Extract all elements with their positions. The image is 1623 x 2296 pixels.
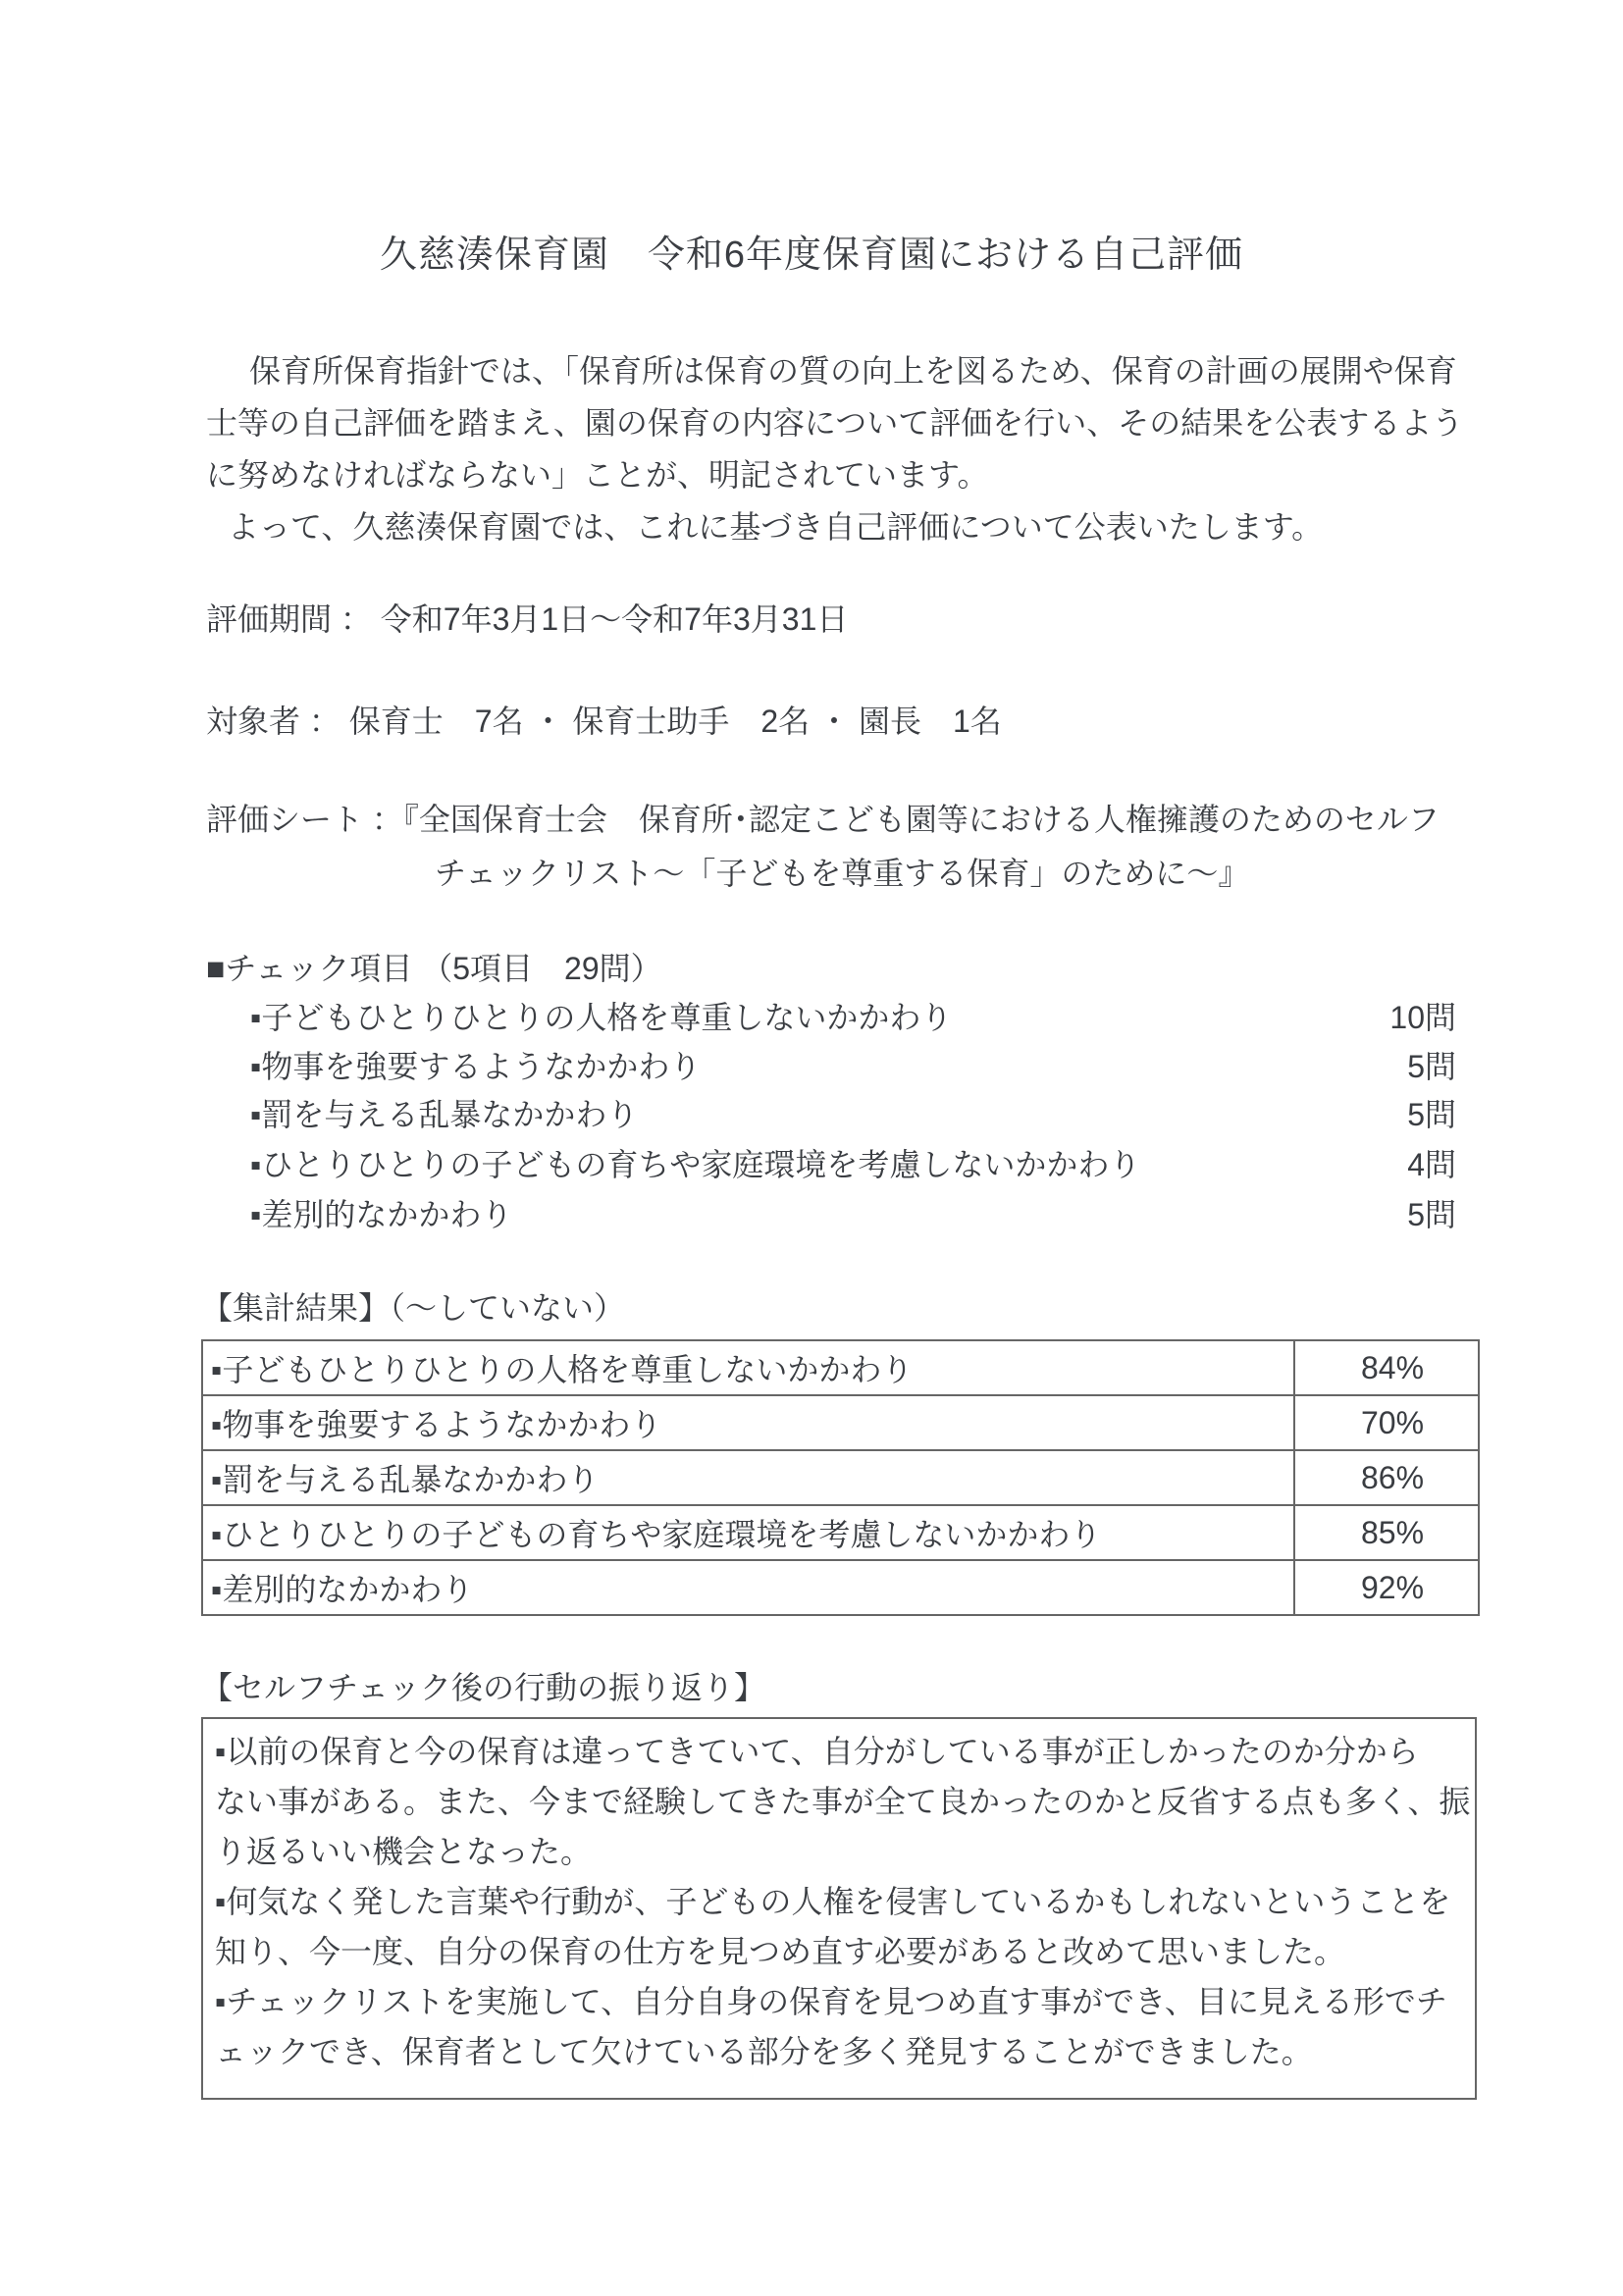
reflection-line: ない事がある。また、今まで経験してきた事が全て良かったのかと反省する点も多く、振 [215, 1784, 1471, 1819]
result-label: ▪子どもひとりひとりの人格を尊重しないかかわり [202, 1340, 1294, 1395]
reflection-line: ▪チェックリストを実施して、自分自身の保育を見つめ直す事ができ、目に見える形でチ [215, 1984, 1447, 2019]
intro-line: に努めなければならない」ことが、明記されています。 [206, 457, 989, 493]
reflection-line: り返るいい機会となった。 [215, 1834, 593, 1869]
result-label: ▪ひとりひとりの子どもの育ちや家庭環境を考慮しないかかわり [202, 1505, 1294, 1560]
check-item-count: 5問 [1407, 1097, 1456, 1132]
table-row [202, 1395, 1479, 1450]
intro-line: よって、久慈湊保育園では、これに基づき自己評価について公表いたします。 [228, 509, 1324, 545]
result-value: 86% [1294, 1450, 1479, 1505]
results-heading: 【集計結果】（～していない） [201, 1290, 626, 1326]
check-item-label: ▪ひとりひとりの子どもの育ちや家庭環境を考慮しないかかわり [250, 1147, 1141, 1182]
table-row [202, 1505, 1479, 1560]
result-value: 92% [1294, 1560, 1479, 1615]
check-item-count: 4問 [1407, 1147, 1456, 1182]
table-row [202, 1340, 1479, 1395]
table-row [202, 1450, 1479, 1505]
reflection-line: 知り、今一度、自分の保育の仕方を見つめ直す必要があると改めて思いました。 [215, 1934, 1346, 1969]
check-item-label: ▪差別的なかかわり [250, 1197, 513, 1232]
reflection-line: ▪以前の保育と今の保育は違ってきていて、自分がしている事が正しかったのか分から [215, 1734, 1419, 1769]
table-row [202, 1560, 1479, 1615]
document-title: 久慈湊保育園 令和6年度保育園における自己評価 [379, 235, 1244, 276]
intro-paragraph [206, 345, 1463, 553]
check-item-count: 5問 [1407, 1049, 1456, 1084]
check-item-label: ▪物事を強要するようなかかわり [250, 1049, 702, 1084]
reflection-line: ▪何気なく発した言葉や行動が、子どもの人権を侵害しているかもしれないということを [215, 1884, 1451, 1919]
reflection-box [201, 1717, 1477, 2100]
check-items-heading: ■チェック項目 （5項目 29問） [206, 951, 662, 986]
reflection-line: ェックでき、保育者として欠けている部分を多く発見することができました。 [215, 2034, 1313, 2069]
check-item-label: ▪子どもひとりひとりの人格を尊重しないかかわり [250, 1000, 953, 1035]
result-label: ▪物事を強要するようなかかわり [202, 1395, 1294, 1450]
check-item-count: 5問 [1407, 1197, 1456, 1232]
intro-line: 士等の自己評価を踏まえ、園の保育の内容について評価を行い、その結果を公表するよう [206, 405, 1464, 441]
check-item-label: ▪罰を与える乱暴なかかわり [250, 1097, 639, 1132]
intro-line: 保育所保育指針では、「保育所は保育の質の向上を図るため、保育の計画の展開や保育 [249, 353, 1457, 389]
evaluation-sheet-line1: 評価シート ：『全国保育士会 保育所･認定こども園等における人権擁護のためのセルフ [206, 802, 1440, 837]
evaluation-period: 評価期間 ： 令和7年3月1日～令和7年3月31日 [206, 601, 849, 637]
results-table [201, 1339, 1480, 1616]
check-item-count: 10問 [1389, 1000, 1456, 1035]
result-label: ▪罰を与える乱暴なかかわり [202, 1450, 1294, 1505]
reflection-heading: 【セルフチェック後の行動の振り返り】 [201, 1670, 766, 1705]
subjects: 対象者 ： 保育士 7名 ・ 保育士助手 2名 ・ 園長 1名 [206, 704, 1002, 739]
result-value: 84% [1294, 1340, 1479, 1395]
result-value: 85% [1294, 1505, 1479, 1560]
evaluation-sheet-line2: チェックリスト～「子どもを尊重する保育」のために～』 [435, 856, 1250, 891]
result-label: ▪差別的なかかわり [202, 1560, 1294, 1615]
result-value: 70% [1294, 1395, 1479, 1450]
